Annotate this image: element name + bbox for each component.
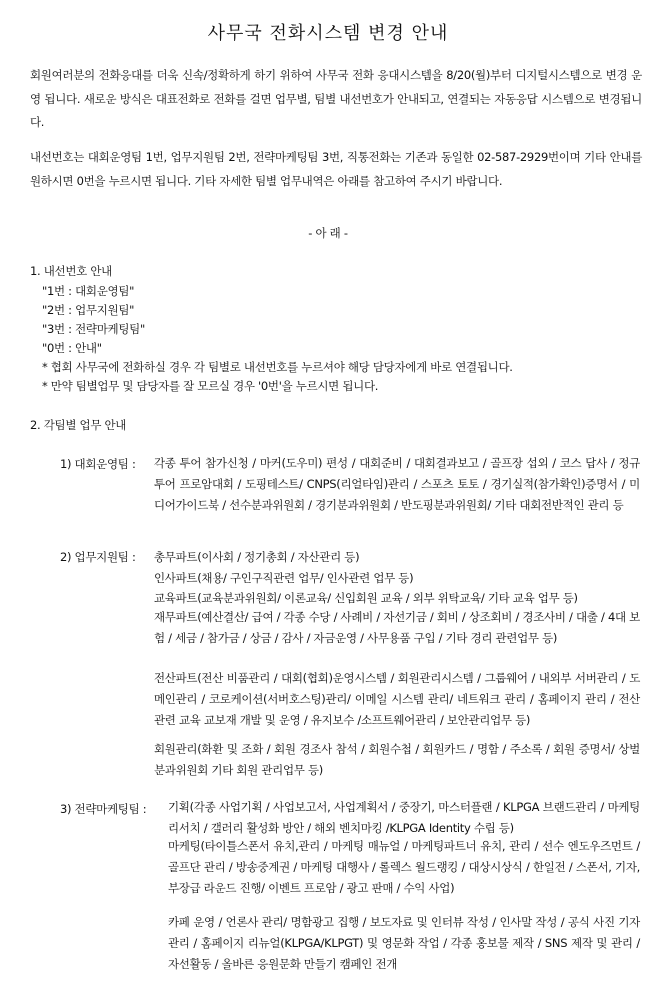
- part-duties: (전산 비품관리 / 대회(협회)운영시스템 / 회원관리시스템 / 그룹웨어 / 내외부 서버관리 / 도메인관리 / 코로케이션(서버호스팅)관리/ 이메일 시스템 관리/ 네트워크 관리 / 홈페이지 관리 / 전산관련 교육 교보재 개발 및 운영 / 유지보수 /소프트웨어관리 / 보안관리업무 등): [154, 671, 640, 727]
- intro-paragraph-2: 내선번호는 대회운영팀 1번, 업무지원팀 2번, 전략마케팅팀 3번, 직통전화는 기존과 동일한 02-587-2929번이며 기타 안내를 원하시면 0번을 누르시면 됩니다. 기타 자세한 팀별 업무내역은 아래를 참고하여 주시기 바랍니다.: [30, 150, 642, 188]
- part-name: 총무파트: [154, 550, 198, 564]
- team2-part-hr: [154, 569, 413, 588]
- team2-part-education: [154, 589, 578, 608]
- team2-part-general: [154, 548, 359, 567]
- intro-paragraph-1: 회원여러분의 전화응대를 더욱 신속/정확하게 하기 위하여 사무국 전화 응대시스템을 8/20(월)부터 디지털시스템으로 변경 운영 됩니다. 새로운 방식은 대표전화로 전화를 걸면 업무별, 팀별 내선번호가 안내되고, 연결되는 자동응답 시스템으로 변경됩니다.: [30, 68, 642, 129]
- section2-heading: 2. 각팀별 업무 안내: [30, 418, 127, 432]
- extension-item: "0번 : 안내": [42, 341, 102, 355]
- part-name: 교육파트: [154, 591, 198, 605]
- part-duties: (예산결산/ 급여 / 각종 수당 / 사례비 / 자선기금 / 회비 / 상조회비 / 경조사비 / 대출 / 4대 보험 / 세금 / 참가금 / 상금 / 감사 / 자금운영 / 사무용품 구입 / 기타 경리 관련업무 등): [154, 610, 640, 645]
- team2-label: 2) 업무지원팀 :: [60, 550, 136, 564]
- extension-item: "2번 : 업무지원팀": [42, 303, 135, 317]
- extension-item: "3번 : 전략마케팅팀": [42, 322, 145, 336]
- team3-part-pr: 카페 운영 / 언론사 관리/ 명함광고 집행 / 보도자료 및 인터뷰 작성 / 인사말 작성 / 공식 사진 기자 관리 / 홈페이지 리뉴얼(KLPGA/KLPGT) 및 영문화 작업 / 각종 홍보물 제작 / SNS 제작 및 관리 / 자선활동 / 올바른 응원문화 만들기 캠페인 전개: [168, 915, 640, 971]
- part-duties: (교육분과위원회/ 이론교육/ 신입회원 교육 / 외부 위탁교육/ 기타 교육 업무 등): [197, 591, 578, 605]
- section1-heading: 1. 내선번호 안내: [30, 264, 112, 278]
- team1-duties: 각종 투어 참가신청 / 마커(도우미) 편성 / 대회준비 / 대회결과보고 / 골프장 섭외 / 코스 답사 / 정규투어 프로암대회 / 도핑테스트/ CNPS(리얼타임)관리 / 스포츠 토토 / 경기실적(참가확인)증명서 / 미디어가이드북 / 선수분과위원회 / 경기분과위원회 / 반도핑분과위원회/ 기타 대회전반적인 관리 등: [154, 456, 640, 512]
- part-name: 회원관리: [154, 742, 198, 756]
- part-name: 기획: [168, 800, 190, 814]
- extension-item: "1번 : 대회운영팀": [42, 284, 135, 298]
- part-duties: (화환 및 조화 / 회원 경조사 참석 / 회원수첩 / 회원카드 / 명함 / 주소록 / 회원 증명서/ 상벌분과위원회 기타 회원 관리업무 등): [154, 742, 640, 777]
- part-duties: (각종 사업기획 / 사업보고서, 사업계획서 / 중장기, 마스터플랜 / KLPGA 브랜드관리 / 마케팅 리서치 / 갤러리 활성화 방안 / 해외 벤치마킹 /KLPGA Identity 수립 등): [168, 800, 640, 835]
- part-duties: (채용/ 구인구직관련 업무/ 인사관련 업무 등): [197, 571, 414, 585]
- part-name: 전산파트: [154, 671, 198, 685]
- section1-note: * 만약 팀별업무 및 담당자를 잘 모르실 경우 '0번'을 누르시면 됩니다.: [42, 379, 379, 393]
- team1-label: 1) 대회운영팀 :: [60, 457, 136, 471]
- section1-note: * 협회 사무국에 전화하실 경우 각 팀별로 내선번호를 누르셔야 해당 담당자에게 바로 연결됩니다.: [42, 360, 513, 374]
- team2-part-finance: [154, 607, 640, 649]
- notice-heading: - 아 래 -: [308, 226, 348, 240]
- part-duties: (이사회 / 정기총회 / 자산관리 등): [197, 550, 360, 564]
- team2-part-it: [154, 668, 640, 731]
- team3-label: 3) 전략마케팅팀 :: [60, 802, 147, 816]
- part-name: 마케팅: [168, 839, 201, 853]
- team3-part-planning: [168, 797, 640, 839]
- part-duties: (타이틀스폰서 유치,관리 / 마케팅 매뉴얼 / 마케팅파트너 유치, 관리 / 선수 엔도우즈먼트 / 골프단 관리 / 방송중계권 / 마케팅 대행사 / 롤렉스 월드랭킹 / 대상시상식 / 한일전 / 스폰서, 기자,부장급 라운드 진행/ 이벤트 프로암 / 광고 판매 / 수익 사업): [168, 839, 640, 895]
- team2-part-members: [154, 739, 640, 781]
- team3-part-marketing: [168, 836, 640, 899]
- part-name: 인사파트: [154, 571, 198, 585]
- document-title: 사무국 전화시스템 변경 안내: [207, 23, 449, 44]
- part-name: 재무파트: [154, 610, 198, 624]
